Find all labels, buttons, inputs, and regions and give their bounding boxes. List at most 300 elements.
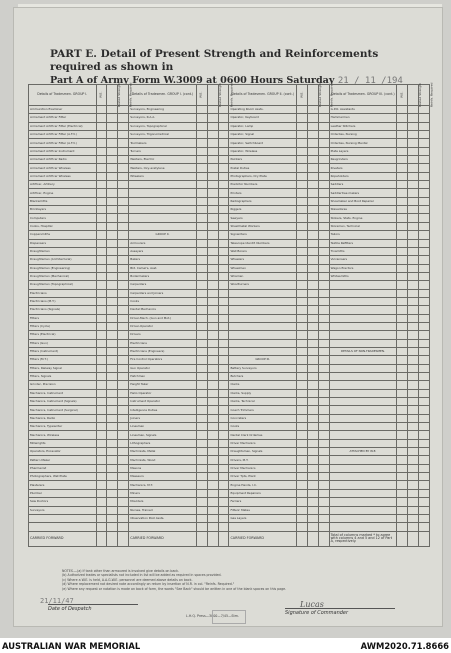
count-cell[interactable]: [96, 231, 107, 239]
count-cell[interactable]: [207, 114, 218, 122]
count-cell[interactable]: [118, 506, 129, 514]
count-cell[interactable]: [118, 473, 129, 481]
count-cell[interactable]: [118, 181, 129, 189]
count-cell[interactable]: [408, 122, 419, 130]
count-cell[interactable]: [196, 222, 207, 230]
count-cell[interactable]: [318, 331, 329, 339]
count-cell[interactable]: [318, 314, 329, 322]
count-cell[interactable]: [418, 222, 429, 230]
count-cell[interactable]: [207, 473, 218, 481]
count-cell[interactable]: [318, 139, 329, 147]
count-cell[interactable]: [307, 122, 318, 130]
count-cell[interactable]: [196, 381, 207, 389]
count-cell[interactable]: [196, 156, 207, 164]
count-cell[interactable]: [408, 347, 419, 355]
count-cell[interactable]: [408, 389, 419, 397]
count-cell[interactable]: [408, 473, 419, 481]
count-cell[interactable]: [296, 473, 307, 481]
count-cell[interactable]: [96, 448, 107, 456]
count-cell[interactable]: [296, 489, 307, 497]
count-cell[interactable]: [107, 247, 118, 255]
count-cell[interactable]: [307, 147, 318, 155]
count-cell[interactable]: [296, 523, 307, 531]
count-cell[interactable]: [296, 414, 307, 422]
count-cell[interactable]: [96, 331, 107, 339]
count-cell[interactable]: [218, 297, 229, 305]
count-cell[interactable]: [118, 231, 129, 239]
count-cell[interactable]: [118, 398, 129, 406]
count-cell[interactable]: [296, 373, 307, 381]
count-cell[interactable]: [107, 398, 118, 406]
count-cell[interactable]: [307, 172, 318, 180]
count-cell[interactable]: [207, 431, 218, 439]
count-cell[interactable]: [196, 189, 207, 197]
count-cell[interactable]: [296, 164, 307, 172]
count-cell[interactable]: [207, 456, 218, 464]
count-cell[interactable]: [418, 456, 429, 464]
count-cell[interactable]: [196, 339, 207, 347]
count-cell[interactable]: [218, 364, 229, 372]
count-cell[interactable]: [307, 181, 318, 189]
count-cell[interactable]: [107, 131, 118, 139]
count-cell[interactable]: [96, 214, 107, 222]
count-cell[interactable]: [318, 347, 329, 355]
count-cell[interactable]: [118, 306, 129, 314]
count-cell[interactable]: [397, 139, 408, 147]
count-cell[interactable]: [418, 331, 429, 339]
count-cell[interactable]: [307, 331, 318, 339]
count-cell[interactable]: [207, 297, 218, 305]
count-cell[interactable]: [408, 339, 419, 347]
count-cell[interactable]: [218, 256, 229, 264]
count-cell[interactable]: [107, 373, 118, 381]
count-cell[interactable]: [118, 514, 129, 522]
count-cell[interactable]: [107, 381, 118, 389]
count-cell[interactable]: [218, 231, 229, 239]
count-cell[interactable]: [296, 239, 307, 247]
count-cell[interactable]: [118, 222, 129, 230]
count-cell[interactable]: [318, 389, 329, 397]
count-cell[interactable]: [218, 406, 229, 414]
count-cell[interactable]: [207, 381, 218, 389]
count-cell[interactable]: [408, 314, 419, 322]
count-cell[interactable]: [96, 247, 107, 255]
count-cell[interactable]: [207, 464, 218, 472]
count-cell[interactable]: [307, 514, 318, 522]
count-cell[interactable]: [397, 189, 408, 197]
count-cell[interactable]: [196, 514, 207, 522]
count-cell[interactable]: [196, 398, 207, 406]
count-cell[interactable]: [307, 164, 318, 172]
count-cell[interactable]: [118, 172, 129, 180]
count-cell[interactable]: [218, 139, 229, 147]
count-cell[interactable]: [397, 423, 408, 431]
count-cell[interactable]: [196, 523, 207, 531]
count-cell[interactable]: [107, 197, 118, 205]
count-cell[interactable]: [318, 281, 329, 289]
count-cell[interactable]: [318, 373, 329, 381]
count-cell[interactable]: [318, 164, 329, 172]
count-cell[interactable]: [296, 423, 307, 431]
count-cell[interactable]: [408, 439, 419, 447]
count-cell[interactable]: [207, 498, 218, 506]
count-cell[interactable]: [118, 256, 129, 264]
count-cell[interactable]: [318, 289, 329, 297]
count-cell[interactable]: [307, 381, 318, 389]
count-cell[interactable]: [107, 264, 118, 272]
count-cell[interactable]: [218, 339, 229, 347]
count-cell[interactable]: [296, 364, 307, 372]
count-cell[interactable]: [107, 498, 118, 506]
count-cell[interactable]: [318, 464, 329, 472]
count-cell[interactable]: [397, 156, 408, 164]
count-cell[interactable]: [397, 523, 408, 531]
count-cell[interactable]: [408, 414, 419, 422]
count-cell[interactable]: [397, 506, 408, 514]
count-cell[interactable]: [207, 423, 218, 431]
count-cell[interactable]: [307, 506, 318, 514]
count-cell[interactable]: [397, 114, 408, 122]
count-cell[interactable]: [196, 456, 207, 464]
count-cell[interactable]: [107, 314, 118, 322]
count-cell[interactable]: [107, 172, 118, 180]
count-cell[interactable]: [196, 214, 207, 222]
count-cell[interactable]: [318, 456, 329, 464]
count-cell[interactable]: [207, 164, 218, 172]
count-cell[interactable]: [218, 122, 229, 130]
count-cell[interactable]: [196, 289, 207, 297]
count-cell[interactable]: [307, 389, 318, 397]
count-cell[interactable]: [107, 506, 118, 514]
count-cell[interactable]: [218, 214, 229, 222]
count-cell[interactable]: [408, 331, 419, 339]
count-cell[interactable]: [218, 314, 229, 322]
count-cell[interactable]: [307, 448, 318, 456]
count-cell[interactable]: [118, 314, 129, 322]
count-cell[interactable]: [218, 322, 229, 330]
count-cell[interactable]: [408, 139, 419, 147]
count-cell[interactable]: [296, 306, 307, 314]
count-cell[interactable]: [318, 214, 329, 222]
count-cell[interactable]: [408, 322, 419, 330]
count-cell[interactable]: [218, 523, 229, 531]
count-cell[interactable]: [296, 297, 307, 305]
count-cell[interactable]: [307, 456, 318, 464]
count-cell[interactable]: [118, 264, 129, 272]
count-cell[interactable]: [107, 306, 118, 314]
count-cell[interactable]: [207, 206, 218, 214]
count-cell[interactable]: [218, 114, 229, 122]
count-cell[interactable]: [207, 106, 218, 114]
count-cell[interactable]: [408, 114, 419, 122]
count-cell[interactable]: [207, 264, 218, 272]
count-cell[interactable]: [307, 339, 318, 347]
count-cell[interactable]: [218, 331, 229, 339]
count-cell[interactable]: [218, 381, 229, 389]
count-cell[interactable]: [107, 406, 118, 414]
count-cell[interactable]: [218, 189, 229, 197]
count-cell[interactable]: [96, 498, 107, 506]
count-cell[interactable]: [96, 314, 107, 322]
count-cell[interactable]: [307, 131, 318, 139]
count-cell[interactable]: [418, 322, 429, 330]
count-cell[interactable]: [96, 523, 107, 531]
count-cell[interactable]: [397, 281, 408, 289]
count-cell[interactable]: [218, 448, 229, 456]
count-cell[interactable]: [96, 264, 107, 272]
count-cell[interactable]: [207, 314, 218, 322]
count-cell[interactable]: [397, 131, 408, 139]
count-cell[interactable]: [96, 489, 107, 497]
count-cell[interactable]: [96, 156, 107, 164]
count-cell[interactable]: [96, 481, 107, 489]
count-cell[interactable]: [118, 247, 129, 255]
count-cell[interactable]: [118, 331, 129, 339]
count-cell[interactable]: [107, 514, 118, 522]
count-cell[interactable]: [207, 197, 218, 205]
count-cell[interactable]: [296, 289, 307, 297]
count-cell[interactable]: [418, 189, 429, 197]
count-cell[interactable]: [397, 473, 408, 481]
count-cell[interactable]: [107, 322, 118, 330]
count-cell[interactable]: [207, 406, 218, 414]
count-cell[interactable]: [96, 122, 107, 130]
count-cell[interactable]: [118, 297, 129, 305]
count-cell[interactable]: [397, 448, 408, 456]
count-cell[interactable]: [118, 481, 129, 489]
count-cell[interactable]: [418, 122, 429, 130]
count-cell[interactable]: [196, 364, 207, 372]
count-cell[interactable]: [408, 464, 419, 472]
count-cell[interactable]: [107, 464, 118, 472]
count-cell[interactable]: [118, 189, 129, 197]
count-cell[interactable]: [196, 297, 207, 305]
count-cell[interactable]: [196, 464, 207, 472]
count-cell[interactable]: [118, 114, 129, 122]
count-cell[interactable]: [96, 389, 107, 397]
count-cell[interactable]: [408, 523, 419, 531]
count-cell[interactable]: [318, 356, 329, 364]
count-cell[interactable]: [296, 214, 307, 222]
count-cell[interactable]: [207, 281, 218, 289]
count-cell[interactable]: [296, 339, 307, 347]
count-cell[interactable]: [296, 322, 307, 330]
count-cell[interactable]: [196, 506, 207, 514]
count-cell[interactable]: [196, 131, 207, 139]
count-cell[interactable]: [418, 373, 429, 381]
count-cell[interactable]: [196, 414, 207, 422]
count-cell[interactable]: [307, 498, 318, 506]
count-cell[interactable]: [397, 514, 408, 522]
count-cell[interactable]: [118, 197, 129, 205]
count-cell[interactable]: [96, 381, 107, 389]
count-cell[interactable]: [118, 122, 129, 130]
count-cell[interactable]: [218, 389, 229, 397]
count-cell[interactable]: [207, 239, 218, 247]
count-cell[interactable]: [397, 297, 408, 305]
count-cell[interactable]: [408, 498, 419, 506]
count-cell[interactable]: [418, 231, 429, 239]
count-cell[interactable]: [307, 314, 318, 322]
count-cell[interactable]: [107, 523, 118, 531]
count-cell[interactable]: [418, 114, 429, 122]
count-cell[interactable]: [318, 448, 329, 456]
count-cell[interactable]: [218, 272, 229, 280]
count-cell[interactable]: [107, 414, 118, 422]
count-cell[interactable]: [118, 147, 129, 155]
count-cell[interactable]: [107, 431, 118, 439]
count-cell[interactable]: [307, 431, 318, 439]
count-cell[interactable]: [408, 506, 419, 514]
count-cell[interactable]: [318, 439, 329, 447]
count-cell[interactable]: [418, 448, 429, 456]
count-cell[interactable]: [296, 506, 307, 514]
count-cell[interactable]: [196, 231, 207, 239]
count-cell[interactable]: [96, 514, 107, 522]
count-cell[interactable]: [307, 297, 318, 305]
count-cell[interactable]: [418, 164, 429, 172]
count-cell[interactable]: [307, 322, 318, 330]
count-cell[interactable]: [307, 414, 318, 422]
count-cell[interactable]: [318, 272, 329, 280]
count-cell[interactable]: [96, 131, 107, 139]
count-cell[interactable]: [318, 114, 329, 122]
count-cell[interactable]: [397, 322, 408, 330]
count-cell[interactable]: [418, 297, 429, 305]
count-cell[interactable]: [418, 147, 429, 155]
count-cell[interactable]: [107, 331, 118, 339]
count-cell[interactable]: [207, 131, 218, 139]
count-cell[interactable]: [397, 172, 408, 180]
count-cell[interactable]: [96, 506, 107, 514]
count-cell[interactable]: [318, 256, 329, 264]
count-cell[interactable]: [196, 306, 207, 314]
count-cell[interactable]: [107, 181, 118, 189]
count-cell[interactable]: [218, 206, 229, 214]
count-cell[interactable]: [296, 247, 307, 255]
count-cell[interactable]: [207, 139, 218, 147]
count-cell[interactable]: [397, 231, 408, 239]
count-cell[interactable]: [207, 514, 218, 522]
count-cell[interactable]: [196, 281, 207, 289]
count-cell[interactable]: [307, 114, 318, 122]
count-cell[interactable]: [107, 139, 118, 147]
count-cell[interactable]: [318, 156, 329, 164]
count-cell[interactable]: [296, 122, 307, 130]
count-cell[interactable]: [408, 106, 419, 114]
count-cell[interactable]: [107, 489, 118, 497]
count-cell[interactable]: [408, 156, 419, 164]
count-cell[interactable]: [218, 172, 229, 180]
count-cell[interactable]: [96, 373, 107, 381]
count-cell[interactable]: [207, 356, 218, 364]
count-cell[interactable]: [408, 489, 419, 497]
count-cell[interactable]: [196, 247, 207, 255]
count-cell[interactable]: [307, 197, 318, 205]
count-cell[interactable]: [408, 164, 419, 172]
count-cell[interactable]: [307, 256, 318, 264]
count-cell[interactable]: [408, 356, 419, 364]
count-cell[interactable]: [418, 289, 429, 297]
count-cell[interactable]: [218, 431, 229, 439]
count-cell[interactable]: [307, 206, 318, 214]
count-cell[interactable]: [196, 356, 207, 364]
count-cell[interactable]: [196, 314, 207, 322]
count-cell[interactable]: [418, 414, 429, 422]
count-cell[interactable]: [307, 264, 318, 272]
count-cell[interactable]: [408, 147, 419, 155]
count-cell[interactable]: [408, 272, 419, 280]
count-cell[interactable]: [397, 439, 408, 447]
count-cell[interactable]: [418, 206, 429, 214]
count-cell[interactable]: [107, 256, 118, 264]
count-cell[interactable]: [207, 214, 218, 222]
count-cell[interactable]: [296, 389, 307, 397]
count-cell[interactable]: [218, 164, 229, 172]
count-cell[interactable]: [296, 439, 307, 447]
count-cell[interactable]: [418, 506, 429, 514]
count-cell[interactable]: [418, 514, 429, 522]
count-cell[interactable]: [408, 222, 419, 230]
count-cell[interactable]: [218, 456, 229, 464]
count-cell[interactable]: [408, 289, 419, 297]
count-cell[interactable]: [397, 464, 408, 472]
count-cell[interactable]: [196, 264, 207, 272]
count-cell[interactable]: [408, 189, 419, 197]
count-cell[interactable]: [107, 448, 118, 456]
count-cell[interactable]: [418, 256, 429, 264]
count-cell[interactable]: [408, 306, 419, 314]
count-cell[interactable]: [96, 398, 107, 406]
count-cell[interactable]: [96, 414, 107, 422]
count-cell[interactable]: [96, 239, 107, 247]
count-cell[interactable]: [196, 331, 207, 339]
count-cell[interactable]: [96, 347, 107, 355]
count-cell[interactable]: [118, 456, 129, 464]
count-cell[interactable]: [418, 381, 429, 389]
count-cell[interactable]: [207, 147, 218, 155]
count-cell[interactable]: [418, 139, 429, 147]
count-cell[interactable]: [296, 448, 307, 456]
count-cell[interactable]: [196, 181, 207, 189]
count-cell[interactable]: [318, 264, 329, 272]
count-cell[interactable]: [307, 189, 318, 197]
count-cell[interactable]: [307, 306, 318, 314]
count-cell[interactable]: [207, 156, 218, 164]
count-cell[interactable]: [218, 247, 229, 255]
count-cell[interactable]: [397, 431, 408, 439]
count-cell[interactable]: [96, 256, 107, 264]
count-cell[interactable]: [296, 222, 307, 230]
count-cell[interactable]: [296, 131, 307, 139]
count-cell[interactable]: [196, 347, 207, 355]
count-cell[interactable]: [418, 498, 429, 506]
count-cell[interactable]: [207, 172, 218, 180]
count-cell[interactable]: [418, 339, 429, 347]
count-cell[interactable]: [397, 389, 408, 397]
count-cell[interactable]: [107, 439, 118, 447]
count-cell[interactable]: [408, 373, 419, 381]
count-cell[interactable]: [96, 339, 107, 347]
count-cell[interactable]: [408, 206, 419, 214]
count-cell[interactable]: [107, 347, 118, 355]
count-cell[interactable]: [218, 473, 229, 481]
count-cell[interactable]: [96, 364, 107, 372]
count-cell[interactable]: [196, 473, 207, 481]
count-cell[interactable]: [96, 172, 107, 180]
count-cell[interactable]: [196, 439, 207, 447]
count-cell[interactable]: [318, 122, 329, 130]
